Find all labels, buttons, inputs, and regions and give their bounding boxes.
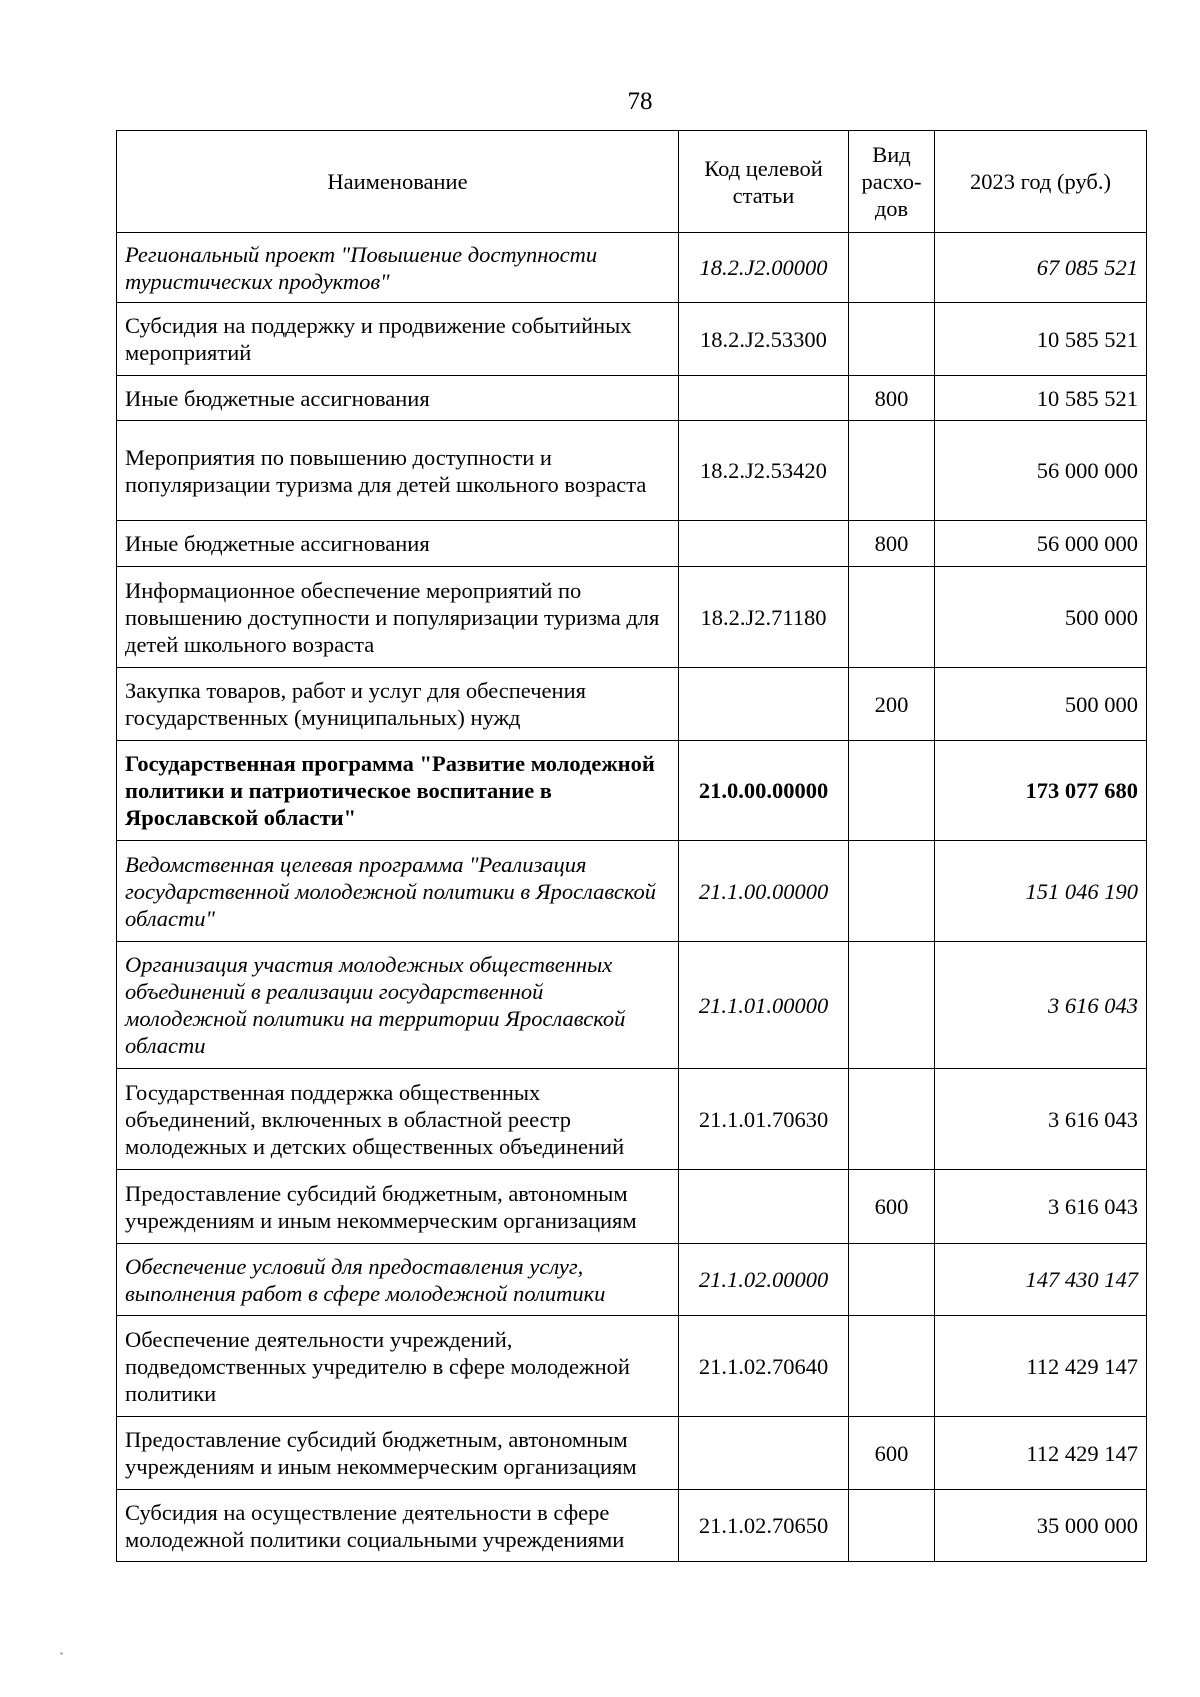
row-type: 800 <box>849 376 935 421</box>
row-type <box>849 303 935 376</box>
page-number: 78 <box>627 88 653 115</box>
row-type <box>849 841 935 942</box>
row-name: Обеспечение деятельности учреждений, подведомственных учредителю в сфере молодежной политики <box>117 1316 679 1417</box>
row-amount: 3 616 043 <box>935 1170 1147 1244</box>
row-code <box>679 1170 849 1244</box>
row-amount: 56 000 000 <box>935 521 1147 567</box>
header-code: Код целевой статьи <box>679 131 849 233</box>
row-name: Закупка товаров, работ и услуг для обеспечения государственных (муниципальных) нужд <box>117 668 679 741</box>
table-row <box>117 1170 1147 1244</box>
row-code <box>679 668 849 741</box>
row-code: 18.2.J2.53420 <box>679 421 849 521</box>
row-type <box>849 421 935 521</box>
table-row <box>117 942 1147 1069</box>
row-amount: 112 429 147 <box>935 1417 1147 1490</box>
row-code <box>679 376 849 421</box>
row-name: Региональный проект "Повышение доступности туристических продуктов" <box>117 233 679 303</box>
row-amount: 56 000 000 <box>935 421 1147 521</box>
header-name: Наименование <box>117 131 679 233</box>
row-amount: 3 616 043 <box>935 1069 1147 1170</box>
row-code: 21.1.00.00000 <box>679 841 849 942</box>
table-body <box>117 233 1147 1562</box>
table-row <box>117 668 1147 741</box>
row-amount: 173 077 680 <box>935 741 1147 841</box>
scan-speck <box>60 1652 63 1655</box>
row-name: Предоставление субсидий бюджетным, автономным учреждениям и иным некоммерческим организациям <box>117 1417 679 1490</box>
row-amount: 67 085 521 <box>935 233 1147 303</box>
row-amount: 500 000 <box>935 567 1147 668</box>
budget-table <box>116 130 1147 1562</box>
table-row <box>117 303 1147 376</box>
row-name: Иные бюджетные ассигнования <box>117 376 679 421</box>
row-name: Предоставление субсидий бюджетным, автономным учреждениям и иным некоммерческим организациям <box>117 1170 679 1244</box>
row-type <box>849 1069 935 1170</box>
row-name: Субсидия на осуществление деятельности в сфере молодежной политики социальными учреждениями <box>117 1490 679 1562</box>
table-row <box>117 567 1147 668</box>
row-type <box>849 741 935 841</box>
row-name: Организация участия молодежных общественных объединений в реализации государственной молодежной политики на территории Ярославской области <box>117 942 679 1069</box>
table-row <box>117 841 1147 942</box>
row-type: 600 <box>849 1417 935 1490</box>
row-code <box>679 521 849 567</box>
table-row <box>117 1490 1147 1562</box>
row-name: Государственная поддержка общественных объединений, включенных в областной реестр молодежных и детских общественных объединений <box>117 1069 679 1170</box>
row-code: 21.0.00.00000 <box>679 741 849 841</box>
row-code: 18.2.J2.71180 <box>679 567 849 668</box>
row-name: Субсидия на поддержку и продвижение событийных мероприятий <box>117 303 679 376</box>
row-type <box>849 1490 935 1562</box>
table-row <box>117 741 1147 841</box>
table-row <box>117 233 1147 303</box>
table-row <box>117 376 1147 421</box>
row-name: Государственная программа "Развитие молодежной политики и патриотическое воспитание в Ярославской области" <box>117 741 679 841</box>
row-code: 21.1.01.70630 <box>679 1069 849 1170</box>
row-code: 18.2.J2.53300 <box>679 303 849 376</box>
row-amount: 10 585 521 <box>935 376 1147 421</box>
row-code: 21.1.02.70640 <box>679 1316 849 1417</box>
row-name: Иные бюджетные ассигнования <box>117 521 679 567</box>
row-type <box>849 233 935 303</box>
row-amount: 112 429 147 <box>935 1316 1147 1417</box>
row-type <box>849 567 935 668</box>
row-code <box>679 1417 849 1490</box>
row-code: 18.2.J2.00000 <box>679 233 849 303</box>
table-row <box>117 421 1147 521</box>
row-code: 21.1.01.00000 <box>679 942 849 1069</box>
row-code: 21.1.02.70650 <box>679 1490 849 1562</box>
row-name: Обеспечение условий для предоставления услуг, выполнения работ в сфере молодежной политики <box>117 1244 679 1316</box>
row-type <box>849 1316 935 1417</box>
table-row <box>117 521 1147 567</box>
row-name: Мероприятия по повышению доступности и популяризации туризма для детей школьного возраста <box>117 421 679 521</box>
row-amount: 35 000 000 <box>935 1490 1147 1562</box>
row-type: 800 <box>849 521 935 567</box>
table-row <box>117 1244 1147 1316</box>
row-type <box>849 1244 935 1316</box>
row-type <box>849 942 935 1069</box>
row-type: 600 <box>849 1170 935 1244</box>
header-amount: 2023 год (руб.) <box>935 131 1147 233</box>
header-type: Вид расхо-дов <box>849 131 935 233</box>
row-code: 21.1.02.00000 <box>679 1244 849 1316</box>
row-amount: 3 616 043 <box>935 942 1147 1069</box>
row-amount: 10 585 521 <box>935 303 1147 376</box>
row-name: Информационное обеспечение мероприятий по повышению доступности и популяризации туризма для детей школьного возраста <box>117 567 679 668</box>
row-amount: 147 430 147 <box>935 1244 1147 1316</box>
row-name: Ведомственная целевая программа "Реализация государственной молодежной политики в Ярославской области" <box>117 841 679 942</box>
row-amount: 500 000 <box>935 668 1147 741</box>
row-type: 200 <box>849 668 935 741</box>
table-row <box>117 1069 1147 1170</box>
table-row <box>117 1316 1147 1417</box>
row-amount: 151 046 190 <box>935 841 1147 942</box>
table-header <box>117 131 1147 233</box>
table-row <box>117 1417 1147 1490</box>
